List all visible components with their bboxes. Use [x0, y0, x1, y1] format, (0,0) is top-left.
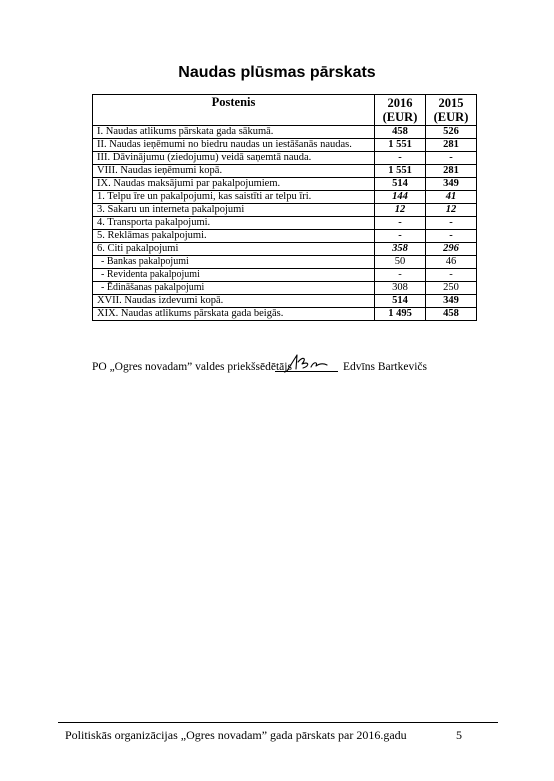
row-value-2015: 349: [426, 178, 477, 191]
row-label: III. Dāvinājumu (ziedojumu) veidā saņemtā nauda.: [93, 152, 375, 165]
table-row: [93, 165, 477, 178]
row-value-2015: -: [426, 217, 477, 230]
row-value-2016: 1 495: [375, 308, 426, 321]
row-label: XIX. Naudas atlikums pārskata gada beigās.: [93, 308, 375, 321]
table-row: [93, 178, 477, 191]
row-label: IX. Naudas maksājumi par pakalpojumiem.: [93, 178, 375, 191]
table-row: [93, 191, 477, 204]
row-value-2015: 296: [426, 243, 477, 256]
table-row: [93, 139, 477, 152]
table-row: [93, 152, 477, 165]
row-value-2016: 144: [375, 191, 426, 204]
row-value-2016: 12: [375, 204, 426, 217]
table-row: [93, 256, 477, 269]
table-row: [93, 295, 477, 308]
row-label: 4. Transporta pakalpojumi.: [93, 217, 375, 230]
header-2016-unit: (EUR): [382, 110, 418, 124]
row-label: II. Naudas ieņēmumi no biedru naudas un iestāšanās naudas.: [93, 139, 375, 152]
header-2016-year: 2016: [387, 96, 413, 110]
table-row: [93, 217, 477, 230]
header-2016: [375, 95, 426, 126]
row-value-2015: -: [426, 230, 477, 243]
row-value-2015: -: [426, 269, 477, 282]
row-value-2016: 1 551: [375, 165, 426, 178]
row-value-2016: 1 551: [375, 139, 426, 152]
row-label: I. Naudas atlikums pārskata gada sākumā.: [93, 126, 375, 139]
row-value-2016: 358: [375, 243, 426, 256]
row-label: - Ēdināšanas pakalpojumi: [93, 282, 375, 295]
row-label: VIII. Naudas ieņēmumi kopā.: [93, 165, 375, 178]
row-value-2015: -: [426, 152, 477, 165]
row-value-2015: 281: [426, 139, 477, 152]
row-value-2016: -: [375, 269, 426, 282]
row-value-2015: 41: [426, 191, 477, 204]
handwritten-signature: [283, 352, 333, 374]
row-value-2015: 46: [426, 256, 477, 269]
row-value-2015: 250: [426, 282, 477, 295]
table-row: [93, 269, 477, 282]
footer-divider: [58, 722, 498, 723]
table-row: [93, 204, 477, 217]
row-label: XVII. Naudas izdevumi kopā.: [93, 295, 375, 308]
row-label: - Bankas pakalpojumi: [93, 256, 375, 269]
page-number: 5: [456, 728, 462, 742]
table-row: [93, 282, 477, 295]
row-value-2016: -: [375, 217, 426, 230]
header-2015-year: 2015: [438, 96, 464, 110]
row-value-2015: 458: [426, 308, 477, 321]
row-value-2016: -: [375, 152, 426, 165]
header-2015: [426, 95, 477, 126]
row-value-2016: -: [375, 230, 426, 243]
row-value-2015: 281: [426, 165, 477, 178]
row-label: 3. Sakaru un interneta pakalpojumi: [93, 204, 375, 217]
footer-text: Politiskās organizācijas „Ogres novadam” gada pārskats par 2016.gadu: [65, 728, 407, 742]
row-label: 5. Reklāmas pakalpojumi.: [93, 230, 375, 243]
header-2015-unit: (EUR): [433, 110, 469, 124]
row-value-2016: 514: [375, 178, 426, 191]
row-label: 1. Telpu īre un pakalpojumi, kas saistīti ar telpu īri.: [93, 191, 375, 204]
row-value-2015: 349: [426, 295, 477, 308]
table-row: [93, 230, 477, 243]
cash-flow-table: [92, 94, 477, 321]
table-row: [93, 308, 477, 321]
signer-role: PO „Ogres novadam” valdes priekšsēdētājs: [92, 361, 292, 373]
row-value-2016: 308: [375, 282, 426, 295]
signer-name: Edvīns Bartkevičs: [343, 361, 427, 373]
header-item: Postenis: [93, 95, 375, 126]
row-value-2016: 50: [375, 256, 426, 269]
row-value-2015: 526: [426, 126, 477, 139]
row-value-2015: 12: [426, 204, 477, 217]
row-value-2016: 458: [375, 126, 426, 139]
row-label: 6. Citi pakalpojumi: [93, 243, 375, 256]
row-label: - Revidenta pakalpojumi: [93, 269, 375, 282]
table-row: [93, 126, 477, 139]
table-header-row: [93, 95, 477, 126]
page-title: Naudas plūsmas pārskats: [178, 64, 376, 81]
row-value-2016: 514: [375, 295, 426, 308]
table-row: [93, 243, 477, 256]
